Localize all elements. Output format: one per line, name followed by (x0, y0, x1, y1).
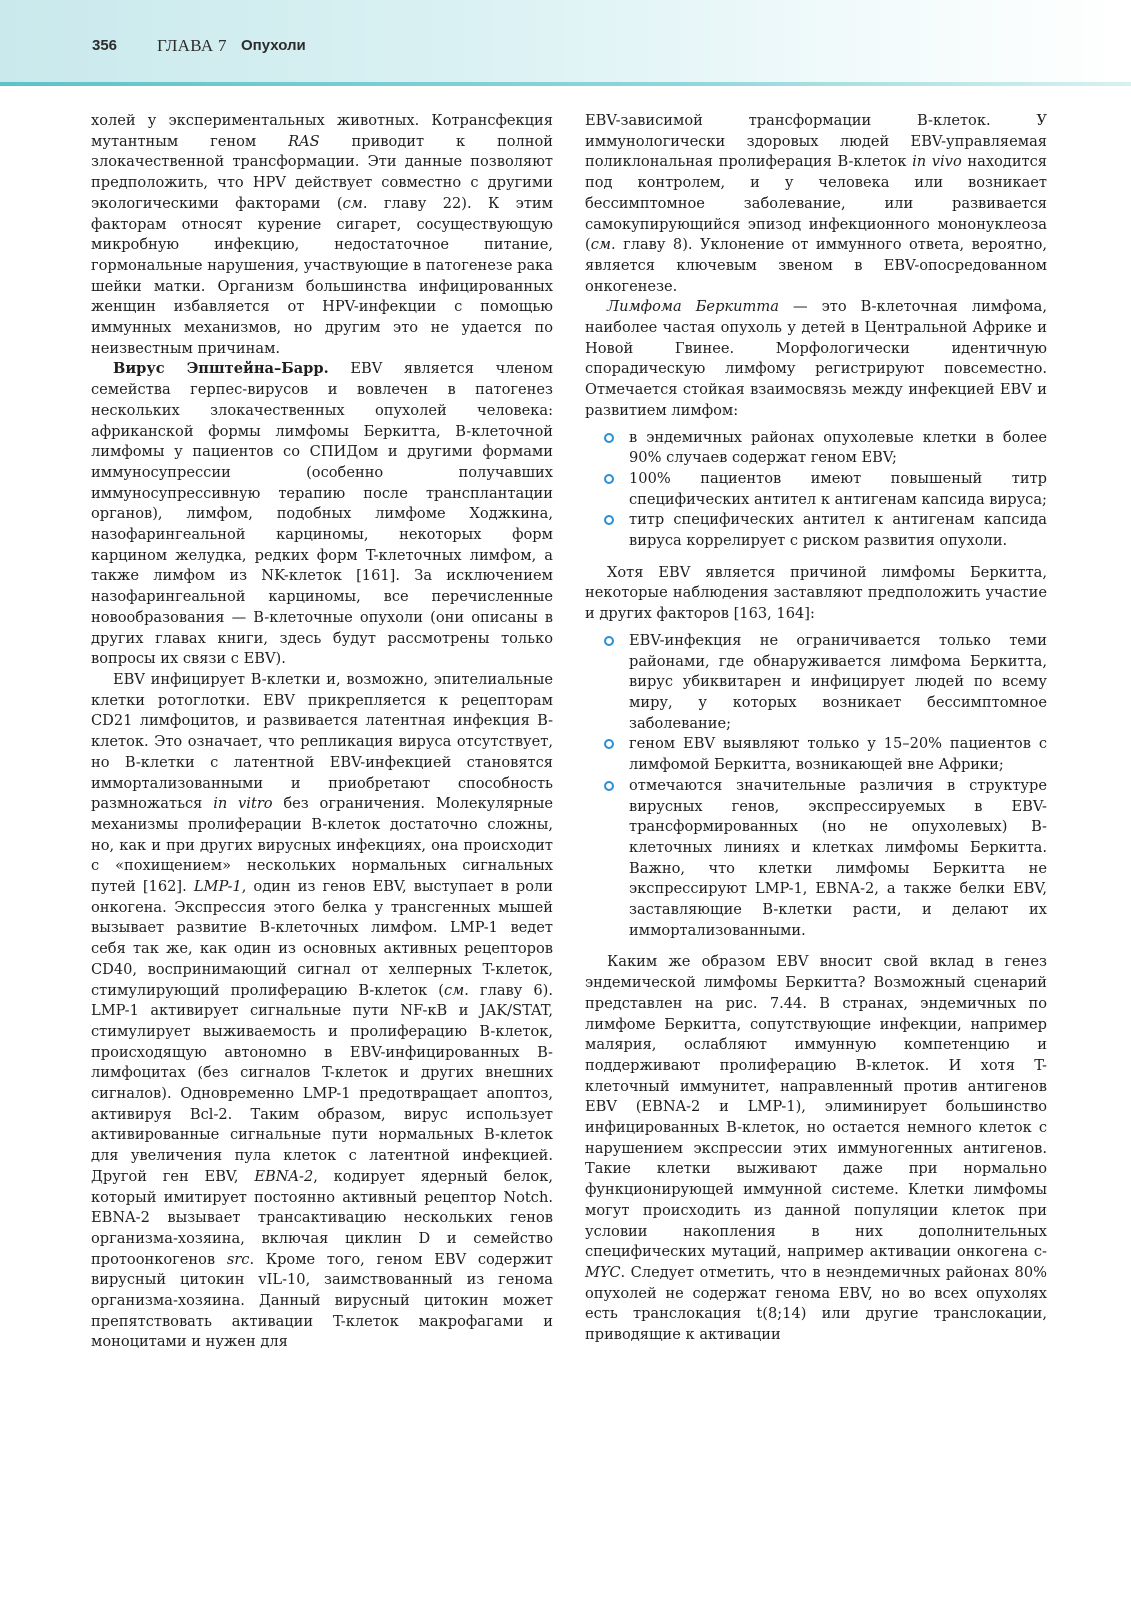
run-text: Хотя EBV является причиной лимфомы Беркитта, некоторые наблюдения заставляют предположить участие и других факторов [163, 164]: (585, 563, 1052, 623)
right-column (585, 111, 1052, 1346)
bullet-icon (604, 515, 614, 525)
run-italic: Лимфома Беркитта (607, 298, 779, 316)
run-italic: см. (444, 981, 469, 999)
paragraph (91, 359, 558, 670)
bullet-icon (604, 781, 614, 791)
bullet-icon (604, 474, 614, 484)
run-italic: см. (342, 194, 368, 212)
bullet-icon (604, 739, 614, 749)
bullet-list (585, 428, 1047, 552)
run-italic: см. (590, 236, 616, 254)
run-text: холей у экспериментальных животных. Котрансфекция мутантным геном (91, 112, 558, 150)
left-column (91, 111, 558, 1353)
list-item-text: в эндемичных районах опухолевые клетки в более 90% случаев содержат геном EBV; (629, 428, 1047, 467)
run-text: EBV является членом семейства герпес-вирусов и вовлечен в патогенез нескольких злокачественных опухолей человека: африканской формы лимфомы Беркитта, B-клеточной лимфомы у пациентов со СПИДом и другими формами иммуносупрессии (особенно получавших иммуносупрессивную терапию после трансплантации органов), лимфом, подобных лимфоме Ходжкина, назофарингеальной карциномы, некоторых форм карцином желудка, редких форм T-клеточных лимфом, а также лимфом из NK-клеток [161]. За исключением назофарингеальной карциномы, все перечисленные новообразования — B-клеточные опухоли (они описаны в других главах книги, здесь будут рассмотрены только вопросы их связи с EBV). (91, 360, 558, 668)
list-item (629, 469, 1047, 510)
bullet-icon (604, 636, 614, 646)
list-item (629, 734, 1047, 775)
run-italic: LMP-1 (193, 878, 242, 896)
paragraph (91, 670, 558, 1353)
run-text: без ограничения. Молекулярные механизмы пролиферации B-клеток достаточно сложны, но, как и при других вирусных инфекциях, она происходит с «похищением» нескольких нормальных сигнальных путей [162]. (91, 795, 558, 896)
run-text: главу 6). LMP-1 активирует сигнальные пути NF-κB и JAK/STAT, стимулирует выживаемость и пролиферацию B-клеток, происходящую автономно в EBV-инфицированных B-лимфоцитах (без сигналов T-клеток и других внешних сигналов). Одновременно LMP-1 предотвращает апоптоз, активируя Bcl-2. Таким образом, вирус использует активированные сигнальные пути нормальных B-клеток для увеличения пула клеток с латентной инфекцией. Другой ген EBV, (91, 981, 558, 1185)
run-text: приводит к полной злокачественной трансформации. Эти данные позволяют предположить, что HPV действует совместно с другими экологическими факторами ( (91, 132, 558, 212)
paragraph (585, 297, 1052, 421)
list-item-text: геном EBV выявляют только у 15–20% пациентов с лимфомой Беркитта, возникающей вне Африки; (629, 735, 1047, 774)
run-italic: EBNA-2 (254, 1167, 314, 1185)
run-text: . Кроме того, геном EBV содержит вирусный цитокин vIL-10, заимствованный из генома организма-хозяина. Данный вирусный цитокин может препятствовать активации T-клеток макрофагами и моноцитами и нужен для (91, 1250, 558, 1351)
run-text: — это B-клеточная лимфома, наиболее частая опухоль у детей в Центральной Африке и Новой Гвинее. Морфологически идентичную спорадическую лимфому регистрируют повсеместно. Отмечается стойкая взаимосвязь между инфекцией EBV и развитием лимфом: (585, 298, 1052, 419)
list-item (629, 428, 1047, 469)
list-item (629, 510, 1047, 551)
list-item-text: 100% пациентов имеют повышеный титр специфических антител к антигенам капсида вируса; (629, 469, 1047, 508)
run-text: . Следует отметить, что в неэндемичных районах 80% опухолей не содержат генома EBV, но во всех опухолях есть транслокация t(8;14) или другие транслокации, приводящие к активации (585, 1263, 1052, 1344)
run-italic: src (226, 1250, 250, 1268)
run-text: , кодирует ядерный белок, который имитирует постоянно активный рецептор Notch. EBNA-2 вызывает трансактивацию нескольких генов организма-хозяина, включая циклин D и семейство протоонкогенов (91, 1167, 558, 1268)
chapter-label: ГЛАВА 7 (157, 36, 227, 55)
run-text: Каким же образом EBV вносит свой вклад в генез эндемической лимфомы Беркитта? Возможный сценарий представлен на рис. 7.44. В странах, эндемичных по лимфоме Беркитта, сопутствующие инфекции, например малярия, ослабляют иммунную компетенцию и поддерживают пролиферацию B-клеток. И хотя T-клеточный иммунитет, направленный против антигенов EBV (EBNA-2 и LMP-1), элиминирует большинство инфицированных B-клеток, но остается немного клеток с нарушением экспрессии этих иммуногенных антигенов. Такие клетки выживают даже при нормально функционирующей иммунной системе. Клетки лимфомы могут происходить из данной популяции клеток при условии накопления в них дополнительных специфических мутаций, например активации онкогена c- (585, 953, 1052, 1261)
list-item-text: титр специфических антител к антигенам капсида вируса коррелирует с риском развития опухоли. (629, 511, 1047, 550)
bullet-icon (604, 433, 614, 443)
run-text: главу 8). Уклонение от иммунного ответа, вероятно, является ключевым звеном в EBV-опосредованном онкогенезе. (585, 236, 1052, 295)
paragraph (585, 111, 1052, 297)
list-item-text: отмечаются значительные различия в структуре вирусных генов, экспрессируемых в EBV-трансформированных (но не опухолевых) B-клеточных линиях и клетках лимфомы Беркитта. Важно, что клетки лимфомы Беркитта не экспрессируют LMP-1, EBNA-2, а также белки EBV, заставляющие B-клетки расти, и делают их иммортализованными. (629, 776, 1047, 939)
run-text: главу 22). К этим факторам относят курение сигарет, сосуществующую микробную инфекцию, недостаточное питание, гормональные нарушения, участвующие в патогенезе рака шейки матки. Организм большинства инфицированных женщин избавляется от HPV-инфекции с помощью иммунных механизмов, но другим это не удается по неизвестным причинам. (91, 194, 558, 357)
run-italic: MYC (585, 1263, 621, 1281)
paragraph (585, 952, 1052, 1345)
list-item (629, 631, 1047, 735)
run-italic: RAS (288, 132, 320, 150)
run-text: EBV-зависимой трансформации B-клеток. У иммунологически здоровых людей EBV-управляемая поликлональная пролиферация B-клеток (585, 112, 1052, 171)
paragraph (91, 111, 558, 359)
paragraph (585, 563, 1052, 625)
header-rule (0, 82, 1131, 86)
run-italic: in vivo (912, 153, 962, 171)
list-item-text: EBV-инфекция не ограничивается только теми районами, где обнаруживается лимфома Беркитта, вирус убиквитарен и инфицирует людей по всему миру, у которых возникает бессимптомное заболевание; (629, 631, 1047, 732)
run-italic: in vitro (213, 795, 273, 813)
bullet-list (585, 631, 1047, 942)
run-text: находится под контролем, и у человека или возникает бессимптомное заболевание, или развивается самокупирующийся эпизод инфекционного мононуклеоза ( (585, 153, 1052, 254)
chapter-title: Опухоли (241, 37, 306, 54)
page-number: 356 (92, 37, 118, 54)
run-text: EBV инфицирует B-клетки и, возможно, эпителиальные клетки ротоглотки. EBV прикрепляется к рецепторам CD21 лимфоцитов, и развивается латентная инфекция B-клеток. Это означает, что репликация вируса отсутствует, но B-клетки с латентной EBV-инфекцией становятся иммортализованными и приобретают способность размножаться (91, 670, 558, 813)
run-heading: Вирус Эпштейна–Барр. (113, 360, 329, 378)
run-text: , один из генов EBV, выступает в роли онкогена. Экспрессия этого белка у трансгенных мышей вызывает развитие B-клеточных лимфом. LMP-1 ведет себя так же, как один из основных активных рецепторов CD40, воспринимающий сигнал от хелперных T-клеток, стимулирующий пролиферацию B-клеток ( (91, 878, 558, 999)
list-item (629, 776, 1047, 942)
